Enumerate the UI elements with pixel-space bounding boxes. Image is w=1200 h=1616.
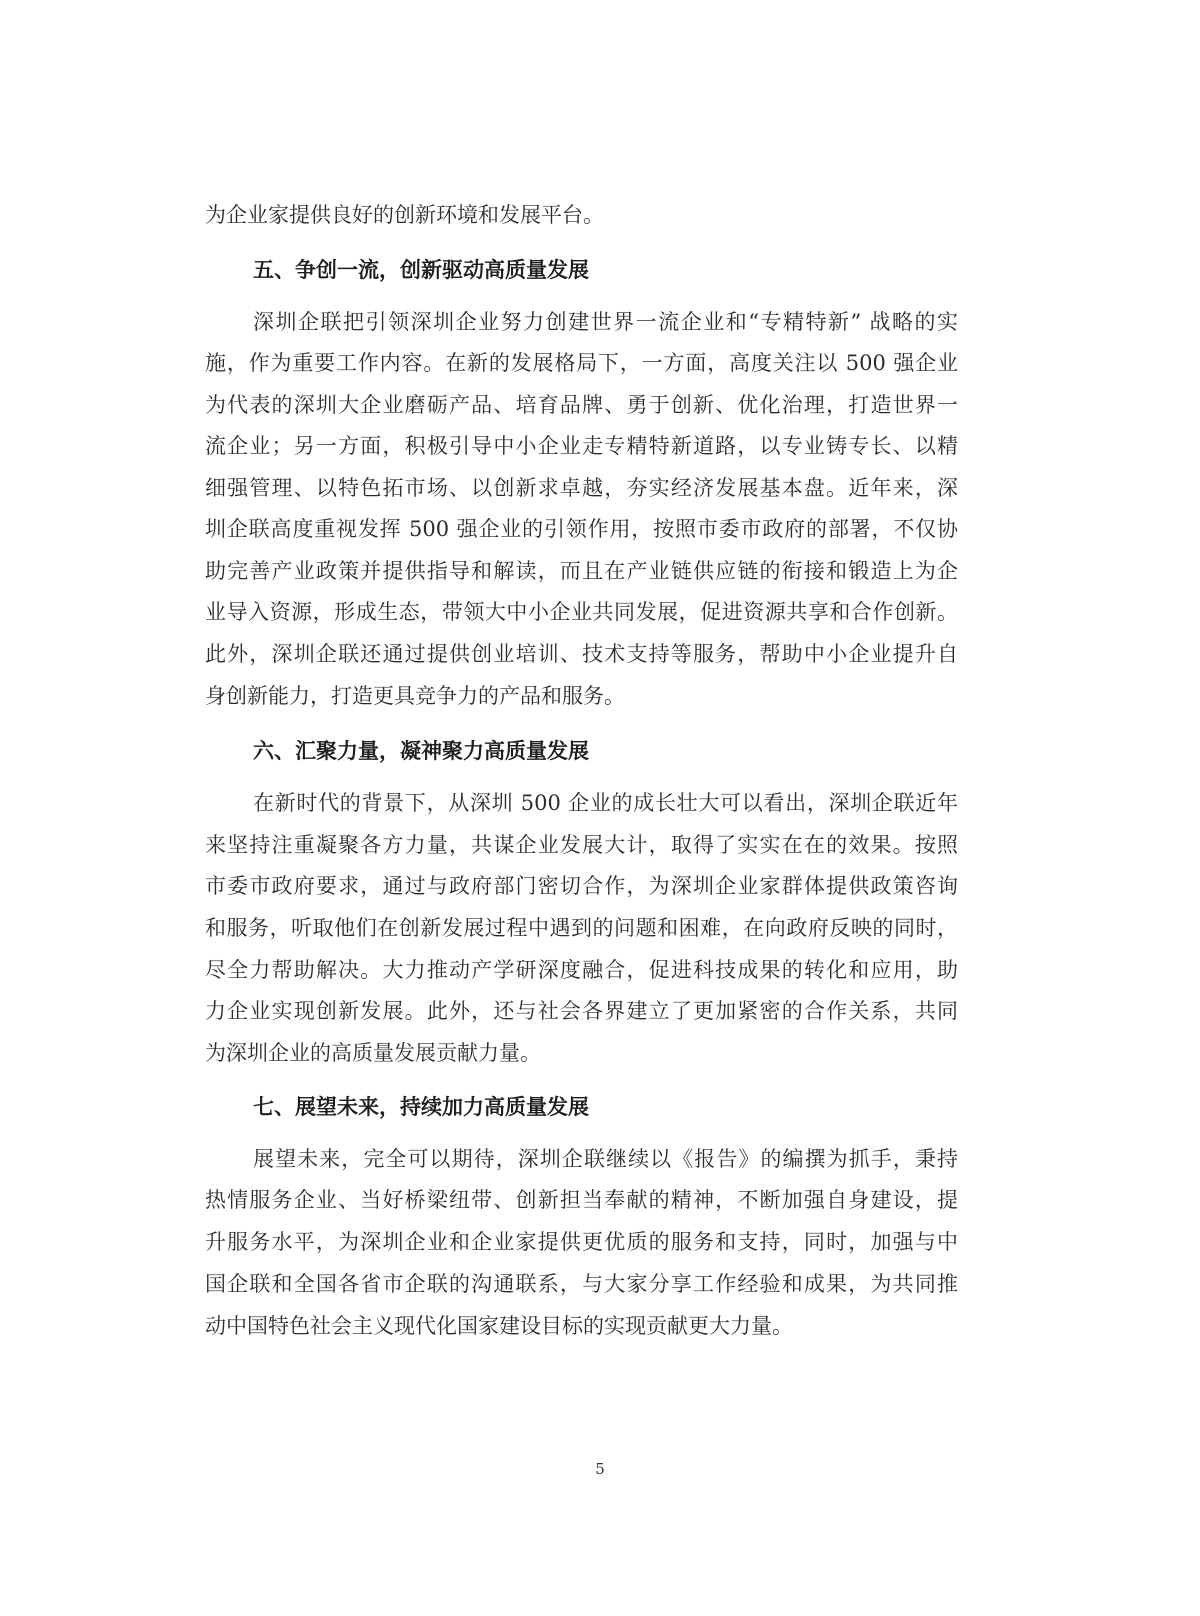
paragraph-line: 来坚持注重凝聚各方力量，共谋企业发展大计，取得了实实在在的效果。按照 bbox=[205, 833, 958, 857]
paragraph-line: 为代表的深圳大企业磨砺产品、培育品牌、勇于创新、优化治理，打造世界一 bbox=[205, 393, 958, 417]
paragraph-line: 尽全力帮助解决。大力推动产学研深度融合，促进科技成果的转化和应用，助 bbox=[205, 958, 958, 982]
paragraph-line: 和服务，听取他们在创新发展过程中遇到的问题和困难，在向政府反映的同时， bbox=[205, 916, 958, 940]
paragraph-line: 动中国特色社会主义现代化国家建设目标的实现贡献更大力量。 bbox=[205, 1314, 793, 1338]
paragraph-line: 此外，深圳企联还通过提供创业培训、技术支持等服务，帮助中小企业提升自 bbox=[205, 642, 958, 666]
paragraph-line: 展望未来，完全可以期待，深圳企联继续以《报告》的编撰为抓手，秉持 bbox=[253, 1147, 958, 1171]
paragraph-line: 为深圳企业的高质量发展贡献力量。 bbox=[205, 1041, 541, 1065]
section-heading-6: 六、汇聚力量，凝神聚力高质量发展 bbox=[253, 738, 589, 763]
paragraph-line: 施，作为重要工作内容。在新的发展格局下，一方面，高度关注以 500 强企业 bbox=[205, 351, 958, 375]
paragraph-line: 市委市政府要求，通过与政府部门密切合作，为深圳企业家群体提供政策咨询 bbox=[205, 874, 958, 898]
paragraph-line: 深圳企联把引领深圳企业努力创建世界一流企业和“专精特新” 战略的实 bbox=[253, 310, 958, 334]
section-heading-7: 七、展望未来，持续加力高质量发展 bbox=[253, 1094, 589, 1119]
paragraph-line: 力企业实现创新发展。此外，还与社会各界建立了更加紧密的合作关系，共同 bbox=[205, 999, 958, 1023]
paragraph-line: 升服务水平，为深圳企业和企业家提供更优质的服务和支持，同时，加强与中 bbox=[205, 1230, 958, 1254]
paragraph-line: 为企业家提供良好的创新环境和发展平台。 bbox=[205, 203, 604, 227]
paragraph-line: 流企业；另一方面，积极引导中小企业走专精特新道路，以专业铸专长、以精 bbox=[205, 434, 958, 458]
paragraph-line: 圳企联高度重视发挥 500 强企业的引领作用，按照市委市政府的部署，不仅协 bbox=[205, 517, 958, 541]
page-number: 5 bbox=[595, 1460, 605, 1478]
paragraph-line: 细强管理、以特色拓市场、以创新求卓越，夯实经济发展基本盘。近年来，深 bbox=[205, 476, 958, 500]
paragraph-line: 助完善产业政策并提供指导和解读，而且在产业链供应链的衔接和锻造上为企 bbox=[205, 559, 958, 583]
paragraph-line: 国企联和全国各省市企联的沟通联系，与大家分享工作经验和成果，为共同推 bbox=[205, 1272, 958, 1296]
paragraph-line: 在新时代的背景下，从深圳 500 企业的成长壮大可以看出，深圳企联近年 bbox=[253, 791, 958, 815]
section-heading-5: 五、争创一流，创新驱动高质量发展 bbox=[253, 257, 589, 282]
paragraph-line: 身创新能力，打造更具竞争力的产品和服务。 bbox=[205, 684, 625, 708]
paragraph-line: 热情服务企业、当好桥梁纽带、创新担当奉献的精神，不断加强自身建设，提 bbox=[205, 1188, 958, 1212]
paragraph-line: 业导入资源，形成生态，带领大中小企业共同发展，促进资源共享和合作创新。 bbox=[205, 600, 958, 624]
